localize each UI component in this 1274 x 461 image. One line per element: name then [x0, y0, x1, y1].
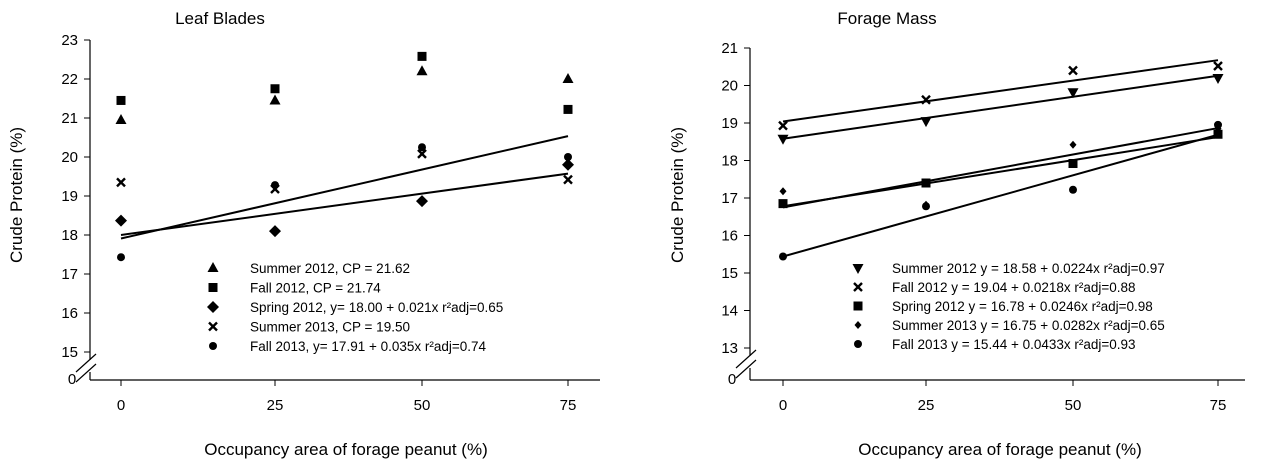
x-axis-label: Occupancy area of forage peanut (%)	[204, 440, 488, 459]
y-tick-label: 18	[721, 152, 738, 170]
data-point	[1214, 121, 1222, 129]
legend-marker	[854, 340, 862, 348]
legend-marker	[209, 342, 217, 350]
legend-marker	[209, 283, 218, 292]
data-point	[418, 143, 426, 151]
y-tick-label: 20	[721, 77, 738, 95]
x-tick-label: 0	[778, 397, 788, 414]
y-tick-label: 23	[61, 32, 78, 49]
x-tick-label: 75	[559, 397, 577, 414]
legend-marker	[854, 302, 863, 311]
x-tick-label: 50	[413, 397, 431, 414]
legend-label: Summer 2012 y = 18.58 + 0.0224x r²adj=0.97	[892, 261, 1165, 276]
x-tick-label: 75	[1209, 397, 1227, 414]
y-tick-label: 20	[61, 149, 78, 166]
y-tick-label: 14	[721, 302, 738, 320]
chart-title: Leaf Blades	[175, 9, 265, 28]
y-tick-label: 17	[61, 266, 78, 283]
y-axis-label: Crude Protein (%)	[668, 126, 687, 264]
x-tick-label: 25	[917, 397, 935, 414]
y-tick-label: 0	[67, 371, 77, 388]
x-tick-label: 25	[266, 397, 284, 414]
data-point	[779, 253, 787, 261]
y-axis-label: Crude Protein (%)	[7, 126, 26, 264]
y-tick-label: 22	[61, 71, 78, 88]
y-tick-label: 13	[721, 340, 738, 357]
y-tick-label: 19	[61, 188, 78, 205]
x-tick-label: 0	[116, 397, 126, 414]
legend-label: Fall 2013 y = 15.44 + 0.0433x r²adj=0.93	[892, 337, 1136, 352]
y-tick-label: 21	[61, 110, 78, 127]
data-point	[922, 202, 930, 210]
legend-label: Summer 2013, CP = 19.50	[250, 319, 410, 335]
data-point	[564, 105, 573, 114]
data-point	[564, 153, 572, 161]
legend-label: Fall 2012 y = 19.04 + 0.0218x r²adj=0.88	[892, 280, 1136, 295]
data-point	[418, 52, 427, 61]
y-tick-label: 18	[61, 227, 78, 244]
data-point	[1069, 159, 1078, 168]
x-tick-label: 50	[1064, 397, 1082, 414]
legend-label: Spring 2012 y = 16.78 + 0.0246x r²adj=0.98	[892, 299, 1153, 314]
y-tick-label: 16	[721, 227, 738, 245]
data-point	[779, 199, 788, 208]
legend-label: Spring 2012, y= 18.00 + 0.021x r²adj=0.65	[250, 300, 504, 315]
chart-title: Forage Mass	[837, 9, 937, 28]
y-tick-label: 15	[61, 344, 78, 361]
y-tick-label: 17	[721, 190, 738, 207]
y-tick-label: 0	[727, 371, 737, 388]
data-point	[271, 181, 279, 189]
data-point	[117, 253, 125, 261]
legend-label: Summer 2012, CP = 21.62	[250, 261, 410, 276]
legend-label: Fall 2013, y= 17.91 + 0.035x r²adj=0.74	[250, 339, 487, 354]
y-tick-label: 21	[721, 40, 738, 57]
data-point	[271, 84, 280, 93]
data-point	[117, 96, 126, 105]
x-axis-label: Occupancy area of forage peanut (%)	[858, 440, 1142, 459]
y-tick-label: 16	[61, 305, 78, 322]
y-tick-label: 19	[721, 115, 738, 132]
y-tick-label: 15	[721, 265, 738, 282]
legend-label: Summer 2013 y = 16.75 + 0.0282x r²adj=0.65	[892, 318, 1165, 333]
legend	[853, 261, 1165, 352]
data-point	[922, 179, 931, 188]
data-point	[1069, 186, 1077, 194]
legend-label: Fall 2012, CP = 21.74	[250, 280, 381, 296]
